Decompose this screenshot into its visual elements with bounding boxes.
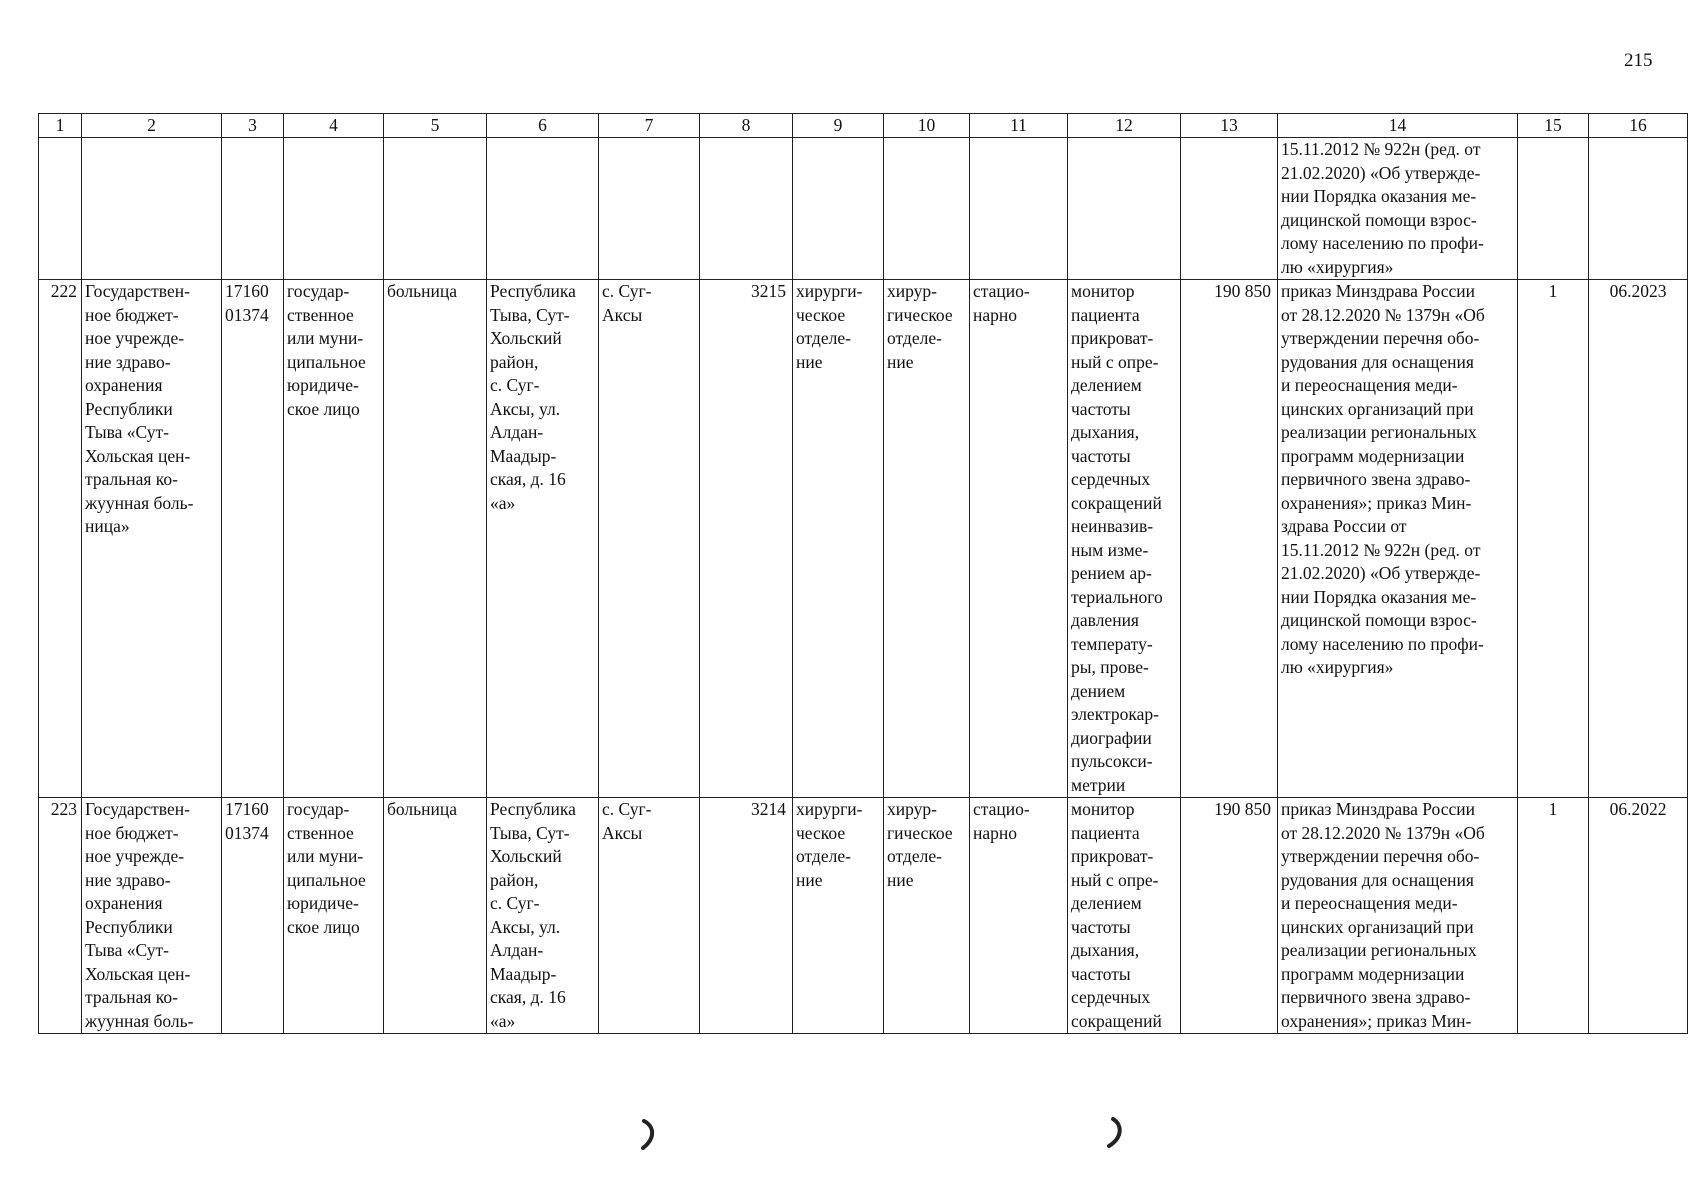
code-cell: 17160 01374 xyxy=(222,280,284,798)
department-profile-cell: хирур- гическое отделе- ние xyxy=(884,280,970,798)
column-header-7: 7 xyxy=(599,114,700,138)
column-number-row xyxy=(39,114,1688,138)
quantity-cell: 1 xyxy=(1518,798,1589,1034)
locality-cell: с. Суг- Аксы xyxy=(599,798,700,1034)
organization-cell: Государствен- ное бюджет- ное учрежде- ние здраво- охранения Республики Тыва «Сут- Хольская цен- тральная ко- жуунная боль- xyxy=(82,798,222,1034)
legal-basis-cell: приказ Минздрава России от 28.12.2020 № 1379н «Об утверждении перечня обо- рудования для оснащения и переоснащения меди- цинских организаций при реализации региональных программ модернизации первичного звена здраво- охранения»; приказ Мин- xyxy=(1278,798,1518,1034)
column-header-2: 2 xyxy=(82,114,222,138)
column-8-cell: 3215 xyxy=(700,280,793,798)
legal-basis-cell: 15.11.2012 № 922н (ред. от 21.02.2020) «Об утвержде- нии Порядка оказания ме- дицинской помощи взрос- лому населению по профи- лю «хирургия» xyxy=(1278,138,1518,280)
column-header-16: 16 xyxy=(1589,114,1688,138)
column-header-10: 10 xyxy=(884,114,970,138)
department-cell: хирурги- ческое отделе- ние xyxy=(793,280,884,798)
organization-cell: Государствен- ное бюджет- ное учрежде- ние здраво- охранения Республики Тыва «Сут- Хольская цен- тральная ко- жуунная боль- ница» xyxy=(82,280,222,798)
facility-type-cell: больница xyxy=(384,280,487,798)
price-cell: 190 850 xyxy=(1181,280,1278,798)
address-cell: Республика Тыва, Сут- Хольский район, с. Суг- Аксы, ул. Алдан- Маадыр- ская, д. 16 «а» xyxy=(487,798,599,1034)
care-form-cell: стацио- нарно xyxy=(970,280,1068,798)
column-header-5: 5 xyxy=(384,114,487,138)
address-cell: Республика Тыва, Сут- Хольский район, с. Суг- Аксы, ул. Алдан- Маадыр- ская, д. 16 «а» xyxy=(487,280,599,798)
column-header-11: 11 xyxy=(970,114,1068,138)
row-number-cell: 223 xyxy=(39,798,82,1034)
legal-form-cell: государ- ственное или муни- ципальное юридиче- ское лицо xyxy=(284,280,384,798)
column-header-9: 9 xyxy=(793,114,884,138)
locality-cell: с. Суг- Аксы xyxy=(599,280,700,798)
column-header-12: 12 xyxy=(1068,114,1181,138)
date-cell: 06.2023 xyxy=(1589,280,1688,798)
column-header-8: 8 xyxy=(700,114,793,138)
legal-basis-cell: приказ Минздрава России от 28.12.2020 № 1379н «Об утверждении перечня обо- рудования для оснащения и переоснащения меди- цинских организаций при реализации региональных программ модернизации первичного звена здраво- охранения»; приказ Мин- здрава России от 15.11.2012 № 922н (ред. от 21.02.2020) «Об утвержде- нии Порядка оказания ме- дицинской помощи взрос- лому населению по профи- лю «хирургия» xyxy=(1278,280,1518,798)
page-number: 215 xyxy=(1624,50,1653,71)
table-row xyxy=(39,280,1688,798)
column-header-14: 14 xyxy=(1278,114,1518,138)
equipment-cell: монитор пациента прикроват- ный с опре- делением частоты дыхания, частоты сердечных сокращений xyxy=(1068,798,1181,1034)
continuation-row xyxy=(39,138,1688,280)
registry-table xyxy=(38,113,1688,1034)
column-header-1: 1 xyxy=(39,114,82,138)
care-form-cell: стацио- нарно xyxy=(970,798,1068,1034)
code-cell: 17160 01374 xyxy=(222,798,284,1034)
legal-form-cell: государ- ственное или муни- ципальное юридиче- ское лицо xyxy=(284,798,384,1034)
column-header-13: 13 xyxy=(1181,114,1278,138)
column-header-4: 4 xyxy=(284,114,384,138)
facility-type-cell: больница xyxy=(384,798,487,1034)
pen-mark-icon xyxy=(1105,1116,1129,1150)
column-header-6: 6 xyxy=(487,114,599,138)
table-row xyxy=(39,798,1688,1034)
pen-mark-icon xyxy=(638,1118,662,1152)
column-header-15: 15 xyxy=(1518,114,1589,138)
date-cell: 06.2022 xyxy=(1589,798,1688,1034)
department-cell: хирурги- ческое отделе- ние xyxy=(793,798,884,1034)
department-profile-cell: хирур- гическое отделе- ние xyxy=(884,798,970,1034)
quantity-cell: 1 xyxy=(1518,280,1589,798)
row-number-cell: 222 xyxy=(39,280,82,798)
column-8-cell: 3214 xyxy=(700,798,793,1034)
price-cell: 190 850 xyxy=(1181,798,1278,1034)
equipment-cell: монитор пациента прикроват- ный с опре- делением частоты дыхания, частоты сердечных сокращений неинвазив- ным изме- рением ар- териального давления температу- ры, прове- дением электрокар- диографии пульсокси- метрии xyxy=(1068,280,1181,798)
column-header-3: 3 xyxy=(222,114,284,138)
